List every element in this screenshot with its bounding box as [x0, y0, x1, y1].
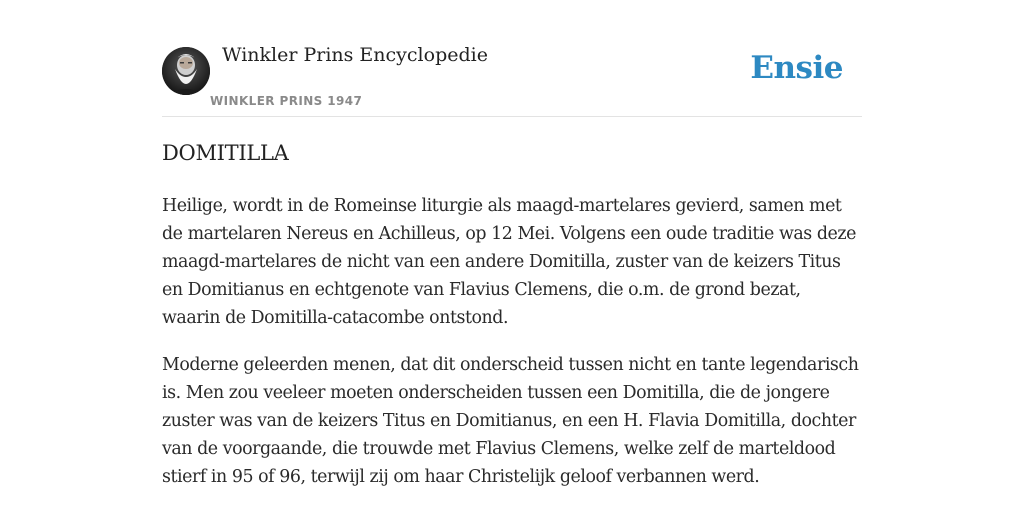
article-paragraph: Moderne geleerden menen, dat dit onderscheid tussen nicht en tante legendarisch is. Men zou veeleer moeten onderscheiden tussen een Domitilla, die de jongere zuster was van de keizers Titus en Domitianus, en een H. Flavia Domitilla, dochter van de voorgaande, die trouwde met Flavius Clemens, welke zelf de marteldood stierf in 95 of 96, terwijl zij om haar Christelijk geloof verbannen werd. [162, 355, 859, 487]
source-title[interactable]: Winkler Prins Encyclopedie [222, 44, 488, 66]
source-avatar[interactable] [162, 47, 210, 95]
article-paragraph: Heilige, wordt in de Romeinse liturgie als maagd-martelares gevierd, samen met de martelaren Nereus en Achilleus, op 12 Mei. Volgens een oude traditie was deze maagd-martelares de nicht van een andere Domitilla, zuster van de keizers Titus en Domitianus en echtgenote van Flavius Clemens, die o.m. de grond bezat, waarin de Domitilla-catacombe ontstond. [162, 196, 856, 328]
brand-logo[interactable]: Ensie [750, 50, 843, 86]
entry-title: DOMITILLA [162, 141, 289, 165]
page-container [162, 0, 862, 487]
source-header [162, 0, 862, 117]
source-subtitle[interactable]: WINKLER PRINS 1947 [210, 94, 363, 108]
bearded-man-portrait-icon [162, 47, 210, 95]
